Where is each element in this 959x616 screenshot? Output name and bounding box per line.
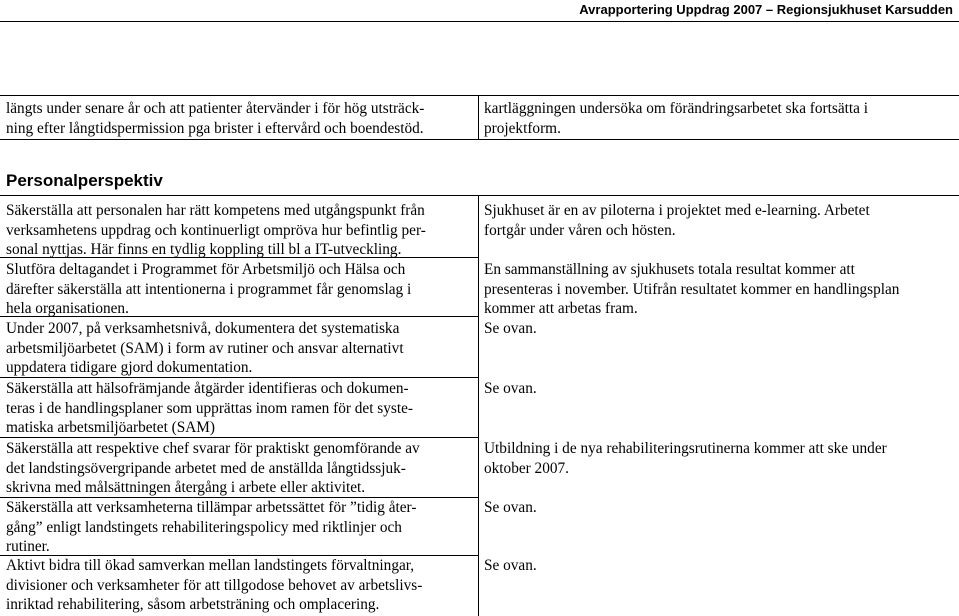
top-table-left-cell	[6, 99, 424, 138]
row-7-left-cell	[6, 556, 422, 615]
text-line: uppdatera tidigare gjord dokumentation.	[6, 359, 253, 377]
top-table-border-bottom	[0, 139, 959, 140]
text-line: matiska arbetsmiljöarbetet (SAM)	[6, 419, 216, 437]
row-7-right-cell	[484, 556, 537, 576]
text-line: projektform.	[484, 119, 561, 137]
text-line: verksamhetens uppdrag och kontinuerligt ompröva hur befintlig per-	[6, 221, 426, 239]
text-line: Utbildning i de nya rehabiliteringsrutinerna kommer att ske under	[484, 440, 887, 457]
text-line: Sjukhuset är en av piloterna i projektet med e-learning. Arbetet	[484, 202, 870, 219]
text-line: Under 2007, på verksamhetsnivå, dokumentera det systematiska	[6, 320, 400, 337]
text-line: Säkerställa att personalen har rätt kompetens med utgångspunkt från	[6, 202, 425, 219]
row-6-left-cell	[6, 498, 416, 557]
text-line: det landstingsövergripande arbetet med de anställda långtidssjuk-	[6, 459, 406, 477]
text-line: längts under senare år och att patienter återvänder i för hög utsträck-	[6, 100, 425, 117]
text-line: hela organisationen.	[6, 300, 129, 318]
row-2-left-cell	[6, 260, 411, 319]
top-table-right-cell	[484, 99, 868, 138]
row-4-left-cell	[6, 379, 413, 438]
text-line: divisioner och verksamheter för att tillgodose behovet av arbetslivs-	[6, 576, 423, 594]
row-6-right-cell	[484, 498, 537, 518]
text-line: arbetsmiljöarbetet (SAM) i form av rutiner och ansvar alternativt	[6, 339, 404, 357]
text-line: Se ovan.	[484, 557, 537, 574]
top-table-divider	[478, 95, 479, 140]
text-line: fortgår under våren och hösten.	[484, 221, 676, 239]
text-line: rutiner.	[6, 538, 50, 556]
text-line: Se ovan.	[484, 499, 537, 516]
top-table-border-top	[0, 95, 959, 96]
text-line: teras i de handlingsplaner som upprättas inom ramen för det syste-	[6, 399, 413, 417]
text-line: oktober 2007.	[484, 459, 569, 477]
row-1-left-cell	[6, 201, 426, 260]
text-line: kommer att arbetas fram.	[484, 300, 638, 318]
document-header: Avrapportering Uppdrag 2007 – Regionsjukhuset Karsudden	[579, 2, 953, 17]
text-line: Se ovan.	[484, 380, 537, 397]
row-5-left-cell	[6, 439, 420, 498]
row-3-left-cell	[6, 319, 404, 378]
main-table-border-top	[0, 195, 959, 196]
main-table-divider	[478, 195, 479, 616]
text-line: ning efter långtidspermission pga brister i eftervård och boendestöd.	[6, 119, 424, 137]
text-line: kartläggningen undersöka om förändringsarbetet ska fortsätta i	[484, 100, 868, 117]
text-line: sonal nyttjas. Här finns en tydlig koppling till bl a IT-utveckling.	[6, 241, 402, 259]
section-title: Personalperspektiv	[6, 171, 163, 190]
text-line: därefter säkerställa att intentionerna i programmet får genomslag i	[6, 280, 412, 298]
text-line: gång” enligt landstingets rehabiliteringspolicy med riktlinjer och	[6, 518, 402, 536]
text-line: Se ovan.	[484, 320, 537, 337]
row-2-right-cell	[484, 260, 899, 319]
text-line: Säkerställa att verksamheterna tillämpar arbetssättet för ”tidig åter-	[6, 499, 417, 516]
text-line: Slutföra deltagandet i Programmet för Arbetsmiljö och Hälsa och	[6, 261, 406, 278]
row-4-right-cell	[484, 379, 537, 399]
text-line: skrivna med målsättningen återgång i arbete eller aktivitet.	[6, 479, 366, 497]
row-3-right-cell	[484, 319, 537, 339]
text-line: inriktad rehabilitering, såsom arbetsträning och omplacering.	[6, 596, 380, 614]
text-line: presenteras i november. Utifrån resultatet kommer en handlingsplan	[484, 280, 900, 298]
text-line: Säkerställa att hälsofrämjande åtgärder identifieras och dokumen-	[6, 380, 409, 397]
text-line: Aktivt bidra till ökad samverkan mellan landstingets förvaltningar,	[6, 557, 415, 574]
row-1-right-cell	[484, 201, 870, 240]
text-line: Säkerställa att respektive chef svarar för praktiskt genomförande av	[6, 440, 420, 457]
text-line: En sammanställning av sjukhusets totala resultat kommer att	[484, 261, 855, 278]
header-rule	[0, 21, 959, 22]
row-5-right-cell	[484, 439, 887, 478]
